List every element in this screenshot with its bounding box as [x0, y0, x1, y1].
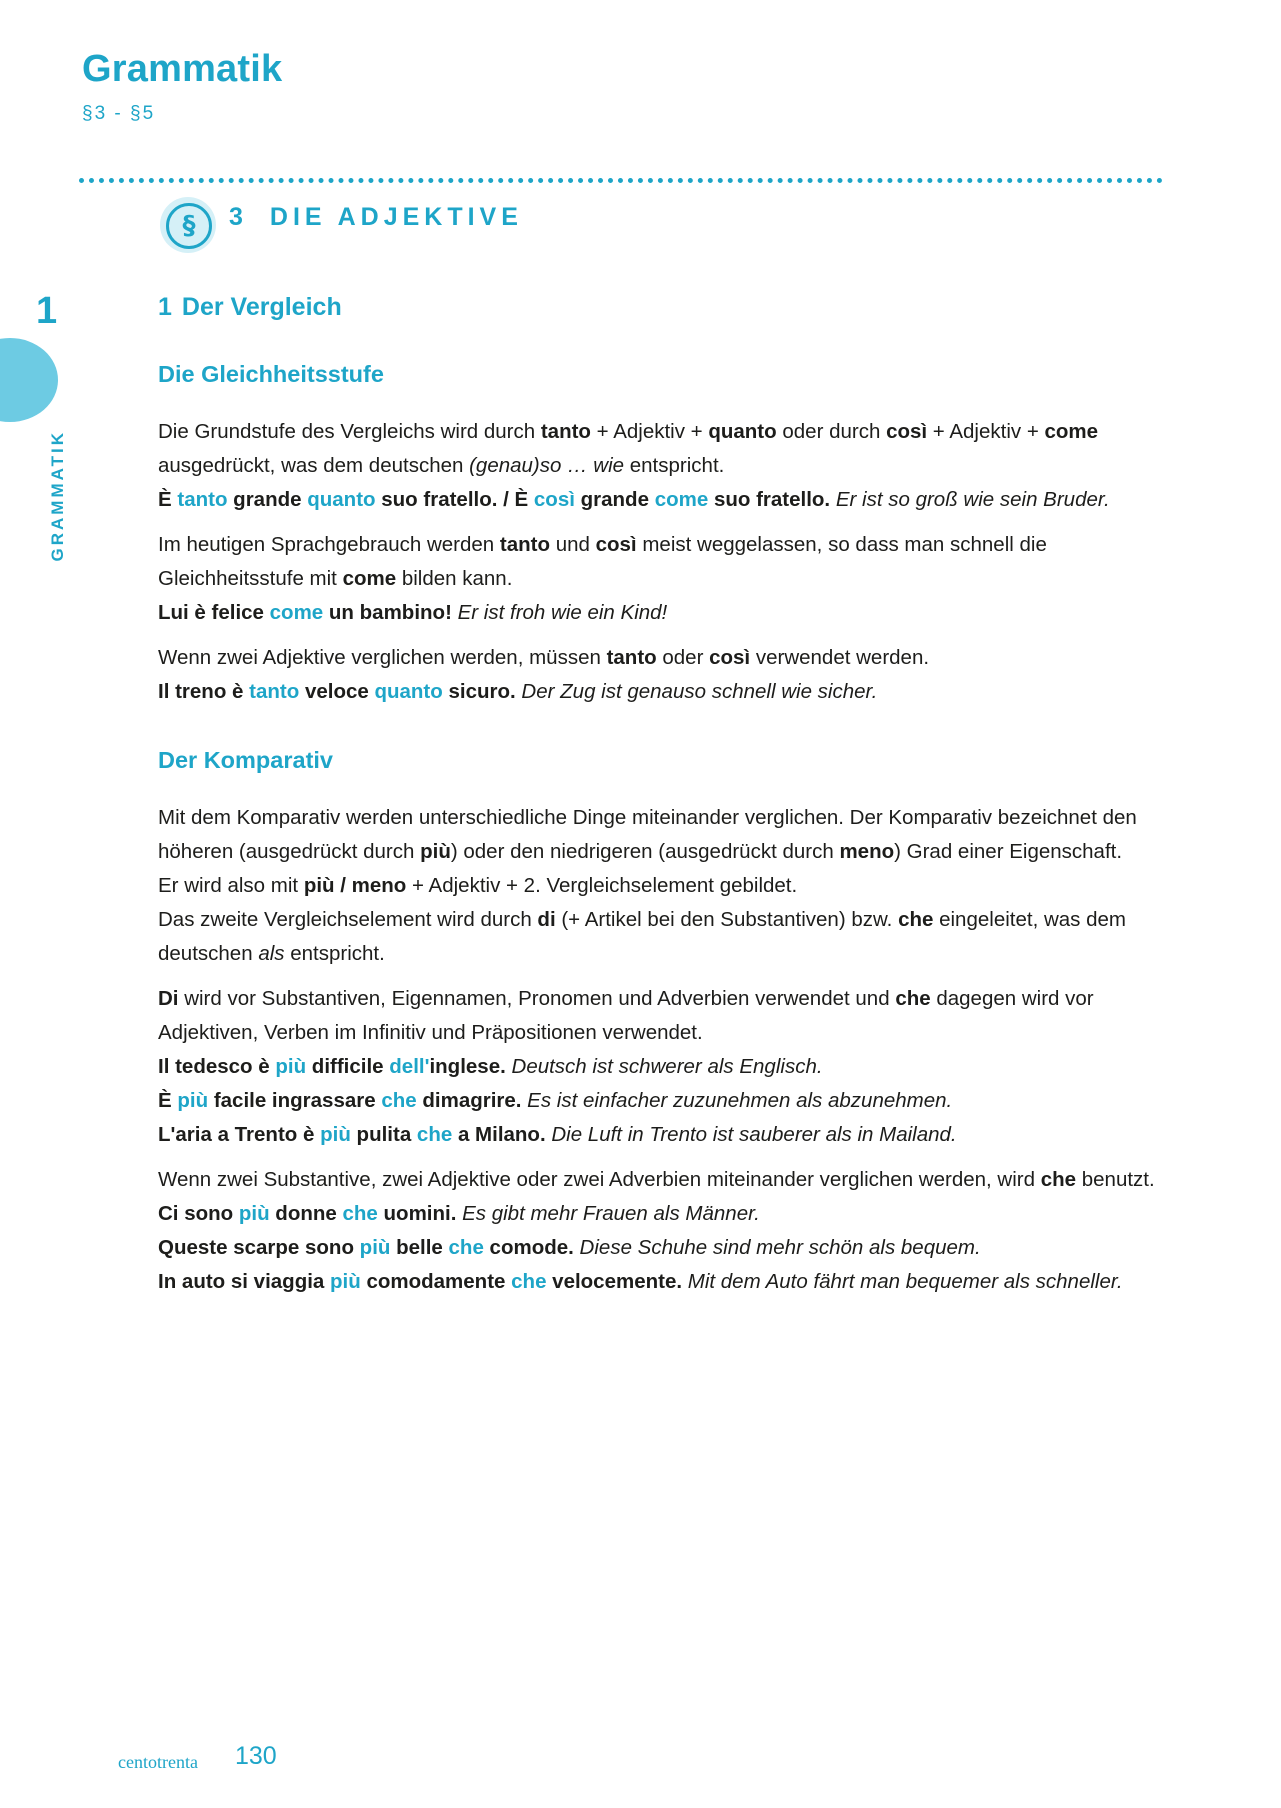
example-e7 — [158, 1197, 1170, 1231]
example-e6 — [158, 1118, 1170, 1152]
paragraph-k1 — [158, 801, 1170, 869]
keyword: così — [886, 420, 928, 443]
example-e1 — [158, 483, 1170, 517]
dotted-divider — [79, 178, 1163, 183]
translation: Es ist einfacher zuzunehmen als abzunehmen. — [521, 1089, 953, 1112]
subsection-number: 1 — [158, 293, 172, 321]
text-segment: verwendet werden. — [750, 646, 930, 669]
example-text: È — [158, 488, 178, 511]
keyword: più — [420, 840, 451, 863]
highlight: tanto — [177, 488, 228, 511]
text-segment: oder — [656, 646, 710, 669]
example-text: sicuro. — [442, 680, 516, 703]
highlight: che — [342, 1202, 378, 1225]
text-segment: benutzt. — [1076, 1168, 1155, 1191]
page-subtitle: §3 - §5 — [82, 103, 156, 124]
text-segment: (+ Artikel bei den Substantiven) bzw. — [555, 908, 899, 931]
paragraph-g2 — [158, 528, 1170, 596]
example-e4 — [158, 1050, 1170, 1084]
example-text: suo fratello. / È — [375, 488, 534, 511]
translation: Der Zug ist genauso schnell wie sicher. — [515, 680, 878, 703]
text-segment: + Adjektiv + — [590, 420, 709, 443]
highlight: che — [381, 1089, 417, 1112]
translation: Die Luft in Trento ist sauberer als in Mailand. — [545, 1123, 957, 1146]
heading-gleichheitsstufe: Die Gleichheitsstufe — [158, 361, 384, 387]
keyword: così — [709, 646, 751, 669]
paragraph-symbol: § — [166, 203, 212, 249]
text-segment: wird vor Substantiven, Eigennamen, Pronomen und Adverbien verwendet und — [178, 987, 896, 1010]
text-segment: ausgedrückt, was dem deutschen — [158, 454, 470, 477]
example-text: grande — [227, 488, 308, 511]
example-e9 — [158, 1265, 1170, 1299]
highlight: quanto — [307, 488, 376, 511]
subsection-title — [158, 293, 342, 322]
translation-term: als — [258, 942, 285, 965]
keyword: meno — [839, 840, 895, 863]
highlight: così — [533, 488, 575, 511]
example-text: a Milano. — [452, 1123, 546, 1146]
example-text: uomini. — [377, 1202, 457, 1225]
keyword: che — [898, 908, 934, 931]
text-segment: Wenn zwei Substantive, zwei Adjektive oder zwei Adverbien miteinander verglichen werden, wird — [158, 1168, 1041, 1191]
text-segment: Das zweite Vergleichselement wird durch — [158, 908, 538, 931]
translation-term: (genau)so … wie — [469, 454, 625, 477]
translation: Er ist so groß wie sein Bruder. — [830, 488, 1110, 511]
text-segment: ) oder den niedrigeren (ausgedrückt durch — [450, 840, 840, 863]
keyword: come — [342, 567, 397, 590]
highlight: come — [654, 488, 709, 511]
paragraph-icon — [160, 197, 216, 253]
keyword: quanto — [708, 420, 777, 443]
example-text: Il tedesco è — [158, 1055, 276, 1078]
subsection-title-text: Der Vergleich — [181, 293, 342, 321]
paragraph-k2 — [158, 869, 1170, 903]
example-e8 — [158, 1231, 1170, 1265]
page-number: 130 — [235, 1742, 277, 1770]
page-title: Grammatik — [82, 48, 283, 90]
example-text: difficile — [306, 1055, 390, 1078]
highlight: tanto — [249, 680, 300, 703]
highlight: più — [359, 1236, 391, 1259]
section-number: 3 — [229, 203, 248, 231]
text-segment: und — [550, 533, 596, 556]
paragraph-g3 — [158, 641, 1170, 675]
text-segment: dagegen wird vor Adjektiven, Verben im Infinitiv und Präpositionen verwendet. — [158, 987, 1094, 1044]
example-text: velocemente. — [546, 1270, 683, 1293]
translation: Diese Schuhe sind mehr schön als bequem. — [573, 1236, 981, 1259]
sidebar-label: GRAMMATIK — [48, 430, 67, 562]
example-text: veloce — [299, 680, 375, 703]
page-number-word: centotrenta — [118, 1752, 198, 1772]
example-text: Il treno è — [158, 680, 250, 703]
example-text: Queste scarpe sono — [158, 1236, 360, 1259]
keyword: tanto — [606, 646, 657, 669]
example-text: comode. — [483, 1236, 574, 1259]
text-segment: oder durch — [776, 420, 887, 443]
keyword: così — [595, 533, 637, 556]
keyword: di — [537, 908, 556, 931]
paragraph-k4 — [158, 982, 1170, 1050]
example-text: Ci sono — [158, 1202, 239, 1225]
example-text: un bambino! — [323, 601, 452, 624]
example-text: In auto si viaggia — [158, 1270, 331, 1293]
highlight: più — [177, 1089, 209, 1112]
example-text: comodamente — [360, 1270, 512, 1293]
keyword: tanto — [540, 420, 591, 443]
text-segment: + Adjektiv + 2. Vergleichselement gebildet. — [406, 874, 798, 897]
example-text: suo fratello. — [708, 488, 831, 511]
heading-komparativ: Der Komparativ — [158, 747, 333, 773]
example-text: belle — [390, 1236, 449, 1259]
translation: Es gibt mehr Frauen als Männer. — [456, 1202, 760, 1225]
keyword: che — [1040, 1168, 1077, 1191]
example-e3 — [158, 675, 1170, 709]
translation: Mit dem Auto fährt man bequemer als schneller. — [682, 1270, 1123, 1293]
text-segment: entspricht. — [284, 942, 385, 965]
text-segment: bilden kann. — [396, 567, 513, 590]
keyword: Di — [158, 987, 179, 1010]
highlight: quanto — [374, 680, 443, 703]
highlight: più — [275, 1055, 307, 1078]
text-segment: Mit dem Komparativ werden unterschiedliche Dinge miteinander verglichen. Der Komparativ bezeichnet den höheren (ausgedrückt durch — [158, 806, 1137, 863]
paragraph-k5 — [158, 1163, 1170, 1197]
example-e5 — [158, 1084, 1170, 1118]
chapter-tab — [0, 338, 58, 422]
example-text: donne — [269, 1202, 343, 1225]
paragraph-k3 — [158, 903, 1170, 971]
text-segment: eingeleitet, was dem deutschen — [158, 908, 1126, 965]
highlight: più — [330, 1270, 361, 1293]
highlight: che — [448, 1236, 484, 1259]
translation: Er ist froh wie ein Kind! — [451, 601, 668, 624]
highlight: come — [269, 601, 324, 624]
chapter-number: 1 — [36, 290, 58, 332]
example-text: È — [158, 1089, 178, 1112]
section-title: DIE ADJEKTIVE — [269, 203, 523, 231]
main-content — [158, 357, 1170, 1299]
text-segment: Die Grundstufe des Vergleichs wird durch — [158, 420, 541, 443]
example-text: grande — [574, 488, 655, 511]
text-segment: + Adjektiv + — [927, 420, 1045, 443]
text-segment: Im heutigen Sprachgebrauch werden — [158, 533, 500, 556]
keyword: più / meno — [303, 874, 407, 897]
keyword: tanto — [499, 533, 550, 556]
highlight: dell' — [389, 1055, 430, 1078]
highlight: più — [320, 1123, 351, 1146]
example-text: Lui è felice — [158, 601, 270, 624]
example-text: facile ingrassare — [208, 1089, 382, 1112]
paragraph-g1 — [158, 415, 1170, 483]
highlight: che — [511, 1270, 547, 1293]
example-text: inglese. — [429, 1055, 506, 1078]
example-text: pulita — [350, 1123, 417, 1146]
example-text: dimagrire. — [416, 1089, 522, 1112]
highlight: più — [238, 1202, 270, 1225]
keyword: come — [1044, 420, 1099, 443]
text-segment: meist weggelassen, so dass man schnell die Gleichheitsstufe mit — [158, 533, 1047, 590]
highlight: che — [416, 1123, 453, 1146]
translation: Deutsch ist schwerer als Englisch. — [505, 1055, 823, 1078]
example-text: L'aria a Trento è — [158, 1123, 321, 1146]
text-segment: entspricht. — [624, 454, 725, 477]
example-e2 — [158, 596, 1170, 630]
text-segment: ) Grad einer Eigenschaft. — [894, 840, 1123, 863]
text-segment: Wenn zwei Adjektive verglichen werden, müssen — [158, 646, 607, 669]
text-segment: Er wird also mit — [158, 874, 304, 897]
keyword: che — [895, 987, 931, 1010]
section-heading — [229, 203, 523, 232]
